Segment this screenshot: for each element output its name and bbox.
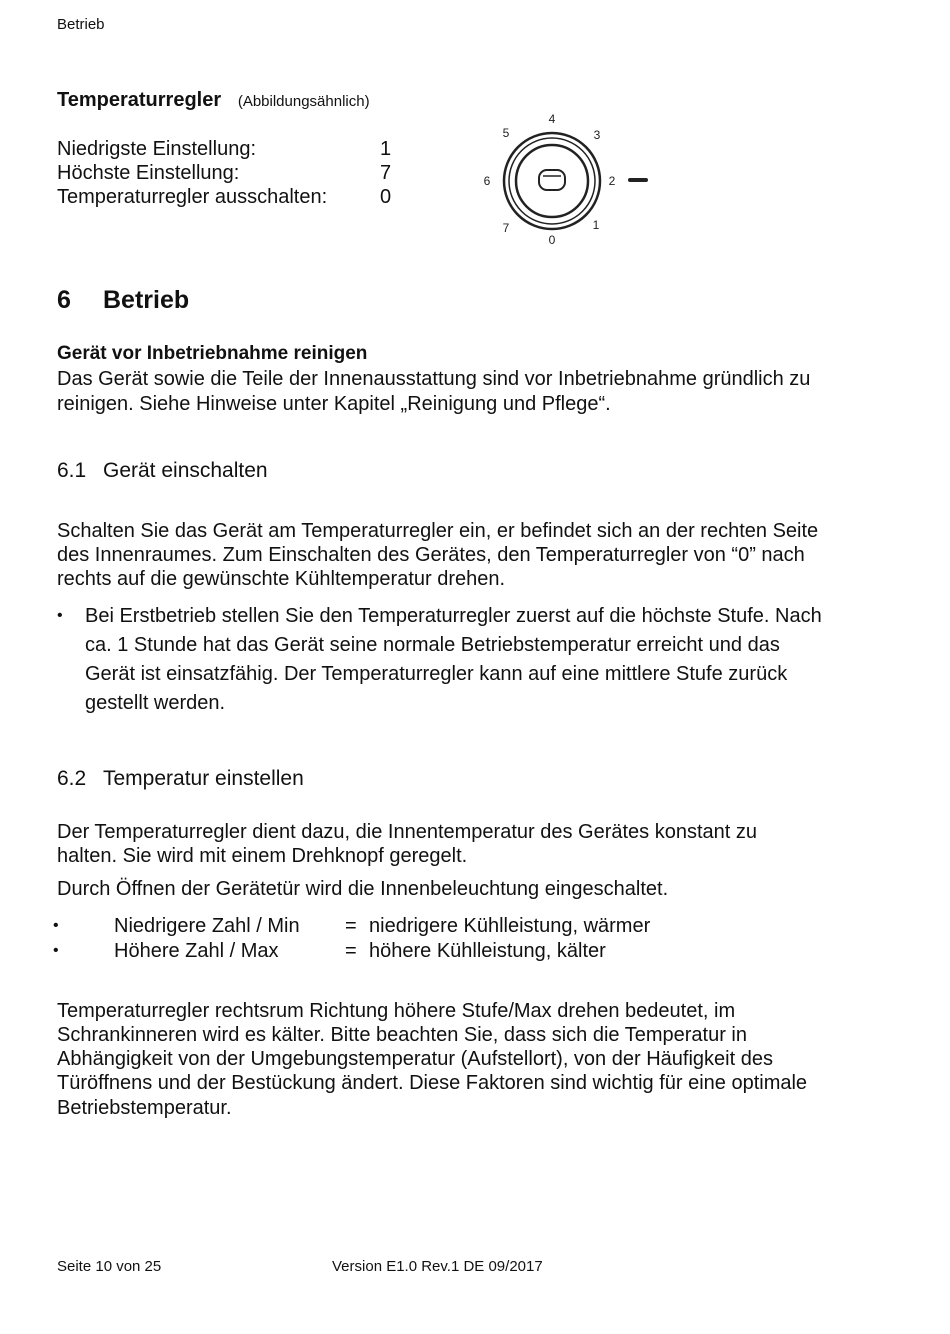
setting-value-off: 0	[380, 186, 392, 208]
thermostat-dial-illustration	[470, 108, 655, 250]
clean-heading: Gerät vor Inbetriebnahme reinigen	[57, 343, 368, 364]
s62-para3-line-3: Abhängigkeit von der Umgebungstemperatur (Aufstellort), von der Häufigkeit des	[57, 1048, 773, 1070]
setting-value-max: 7	[380, 162, 392, 184]
setting-label-min: Niedrigste Einstellung:	[57, 138, 256, 160]
s62-para3-line-4: Türöffnens und der Bestückung ändert. Diese Faktoren sind wichtig für eine optimale	[57, 1072, 808, 1094]
s61-para-line-2: des Innenraumes. Zum Einschalten des Gerätes, den Temperaturregler von “0” nach	[57, 544, 805, 566]
s62-para3-line-2: Schrankinneren wird es kälter. Bitte beachten Sie, dass sich die Temperatur in	[57, 1024, 747, 1046]
clean-text-line-1: Das Gerät sowie die Teile der Innenausstattung sind vor Inbetriebnahme gründlich zu	[57, 368, 811, 390]
s62-row-1-left: Niedrigere Zahl / Min	[114, 915, 300, 937]
s62-row-2-eq: =	[345, 940, 357, 962]
dial-number-7: 7	[502, 221, 510, 235]
setting-label-max: Höchste Einstellung:	[57, 162, 240, 184]
setting-value-min: 1	[380, 138, 392, 160]
s61-bullet-line-2: ca. 1 Stunde hat das Gerät seine normale Betriebstemperatur erreicht und das	[85, 634, 780, 656]
thermostat-heading: Temperaturregler	[57, 89, 222, 111]
bullet-icon: •	[53, 942, 59, 959]
dial-number-4: 4	[548, 112, 556, 126]
thermostat-heading-line	[57, 88, 370, 114]
s61-bullet-line-4: gestellt werden.	[85, 692, 226, 714]
section-6-1-number: 6.1	[57, 459, 87, 482]
s62-para1-line-1: Der Temperaturregler dient dazu, die Innentemperatur des Gerätes konstant zu	[57, 821, 758, 843]
s62-row-2-right: höhere Kühlleistung, kälter	[369, 940, 606, 962]
clean-text-line-2: reinigen. Siehe Hinweise unter Kapitel „Reinigung und Pflege“.	[57, 393, 611, 415]
s61-bullet-line-3: Gerät ist einsatzfähig. Der Temperaturregler kann auf eine mittlere Stufe zurück	[85, 663, 788, 685]
dial-number-1: 1	[592, 218, 600, 232]
s62-para3-line-5: Betriebstemperatur.	[57, 1097, 232, 1119]
dial-number-5: 5	[502, 126, 510, 140]
dial-number-2: 2	[608, 174, 616, 188]
page-header: Betrieb	[57, 16, 105, 33]
s61-bullet-line-1: Bei Erstbetrieb stellen Sie den Temperaturregler zuerst auf die höchste Stufe. Nach	[85, 605, 822, 627]
s62-row-1-eq: =	[345, 915, 357, 937]
dial-knob	[504, 133, 600, 229]
footer-version: Version E1.0 Rev.1 DE 09/2017	[332, 1258, 543, 1275]
section-6-title: Betrieb	[103, 286, 190, 314]
s62-para1-line-2: halten. Sie wird mit einem Drehknopf geregelt.	[57, 845, 468, 867]
dial-number-3: 3	[593, 128, 601, 142]
section-6-2-number: 6.2	[57, 767, 87, 790]
thermostat-heading-note: (Abbildungsähnlich)	[237, 93, 370, 110]
s61-para-line-1: Schalten Sie das Gerät am Temperaturregler ein, er befindet sich an der rechten Seite	[57, 520, 819, 542]
s62-para3-line-1: Temperaturregler rechtsrum Richtung höhere Stufe/Max drehen bedeutet, im	[57, 1000, 736, 1022]
setting-label-off: Temperaturregler ausschalten:	[57, 186, 328, 208]
s62-para2: Durch Öffnen der Gerätetür wird die Innenbeleuchtung eingeschaltet.	[57, 878, 669, 900]
bullet-icon: •	[53, 917, 59, 934]
dial-number-6: 6	[483, 174, 491, 188]
s62-row-2-left: Höhere Zahl / Max	[114, 940, 279, 962]
bullet-icon: •	[57, 607, 63, 624]
s62-row-1-right: niedrigere Kühlleistung, wärmer	[369, 915, 651, 937]
section-6-2-title: Temperatur einstellen	[103, 767, 304, 790]
footer-page-number: Seite 10 von 25	[57, 1258, 162, 1275]
section-6-1-title: Gerät einschalten	[103, 459, 268, 482]
dial-number-0: 0	[548, 233, 556, 247]
section-6-number: 6	[57, 286, 71, 314]
s61-para-line-3: rechts auf die gewünschte Kühltemperatur drehen.	[57, 568, 506, 590]
